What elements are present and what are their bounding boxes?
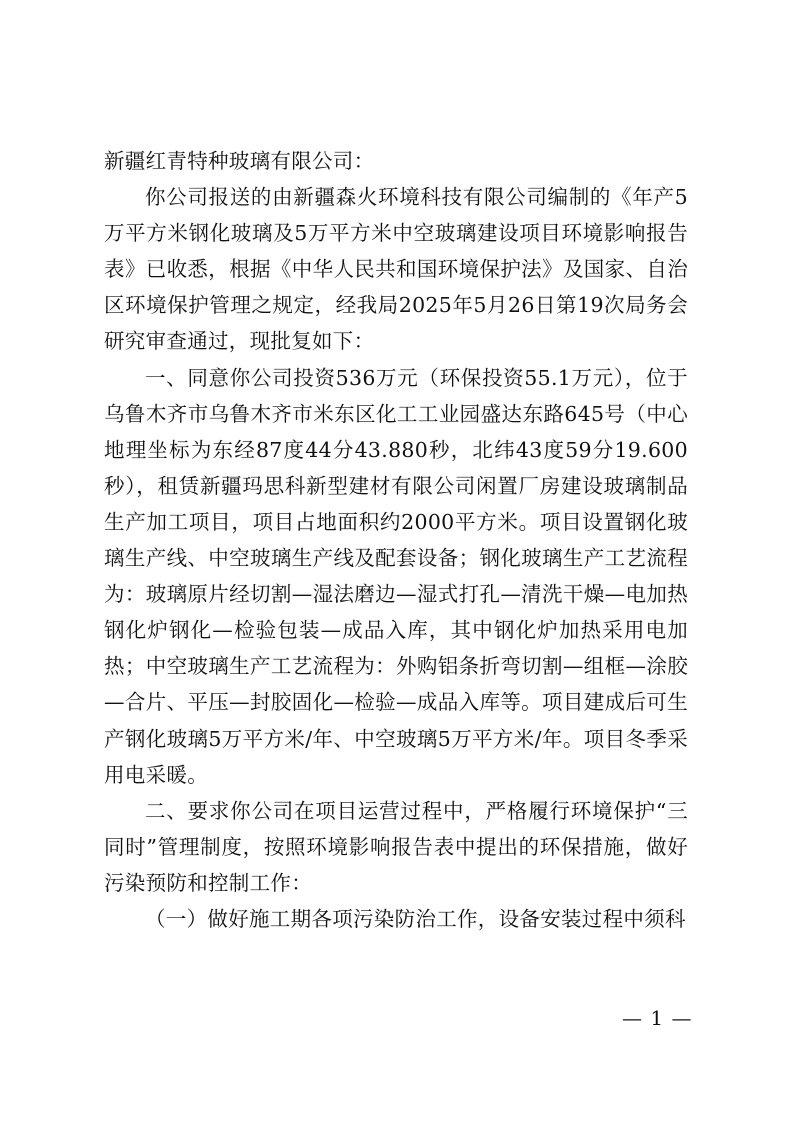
salutation: 新疆红青特种玻璃有限公司： — [104, 149, 375, 173]
paragraph-item-2: 二、要求你公司在项目运营过程中，严格履行环境保护“三同时”管理制度，按照环境影响报告表中提出的环保措施，做好污染预防和控制工作： — [104, 798, 688, 895]
document-body — [104, 143, 688, 937]
paragraph-intro: 你公司报送的由新疆森火环境科技有限公司编制的《年产5万平方米钢化玻璃及5万平方米中空玻璃建设项目环境影响报告表》已收悉，根据《中华人民共和国环境保护法》及国家、自治区环境保护管理之规定，经我局2025年5月26日第19次局务会研究审查通过，现批复如下： — [104, 185, 688, 354]
paragraph-subitem-1: （一）做好施工期各项污染防治工作，设备安装过程中须科 — [145, 906, 686, 931]
page-number: — 1 — — [622, 1006, 693, 1030]
paragraph-item-1: 一、同意你公司投资536万元（环保投资55.1万元），位于乌鲁木齐市乌鲁木齐市米东区化工工业园盛达东路645号（中心地理坐标为东经87度44分43.880秒，北纬43度59分19.600秒），租赁新疆玛思科新型建材有限公司闲置厂房建设玻璃制品生产加工项目，项目占地面积约2000平方米。项目设置钢化玻璃生产线、中空玻璃生产线及配套设备；钢化玻璃生产工艺流程为：玻璃原片经切割—湿法磨边—湿式打孔—清洗干燥—电加热钢化炉钢化—检验包装—成品入库，其中钢化炉加热采用电加热；中空玻璃生产工艺流程为：外购铝条折弯切割—组框—涂胶—合片、平压—封胶固化—检验—成品入库等。项目建成后可生产钢化玻璃5万平方米/年、中空玻璃5万平方米/年。项目冬季采用电采暖。 — [104, 365, 688, 787]
